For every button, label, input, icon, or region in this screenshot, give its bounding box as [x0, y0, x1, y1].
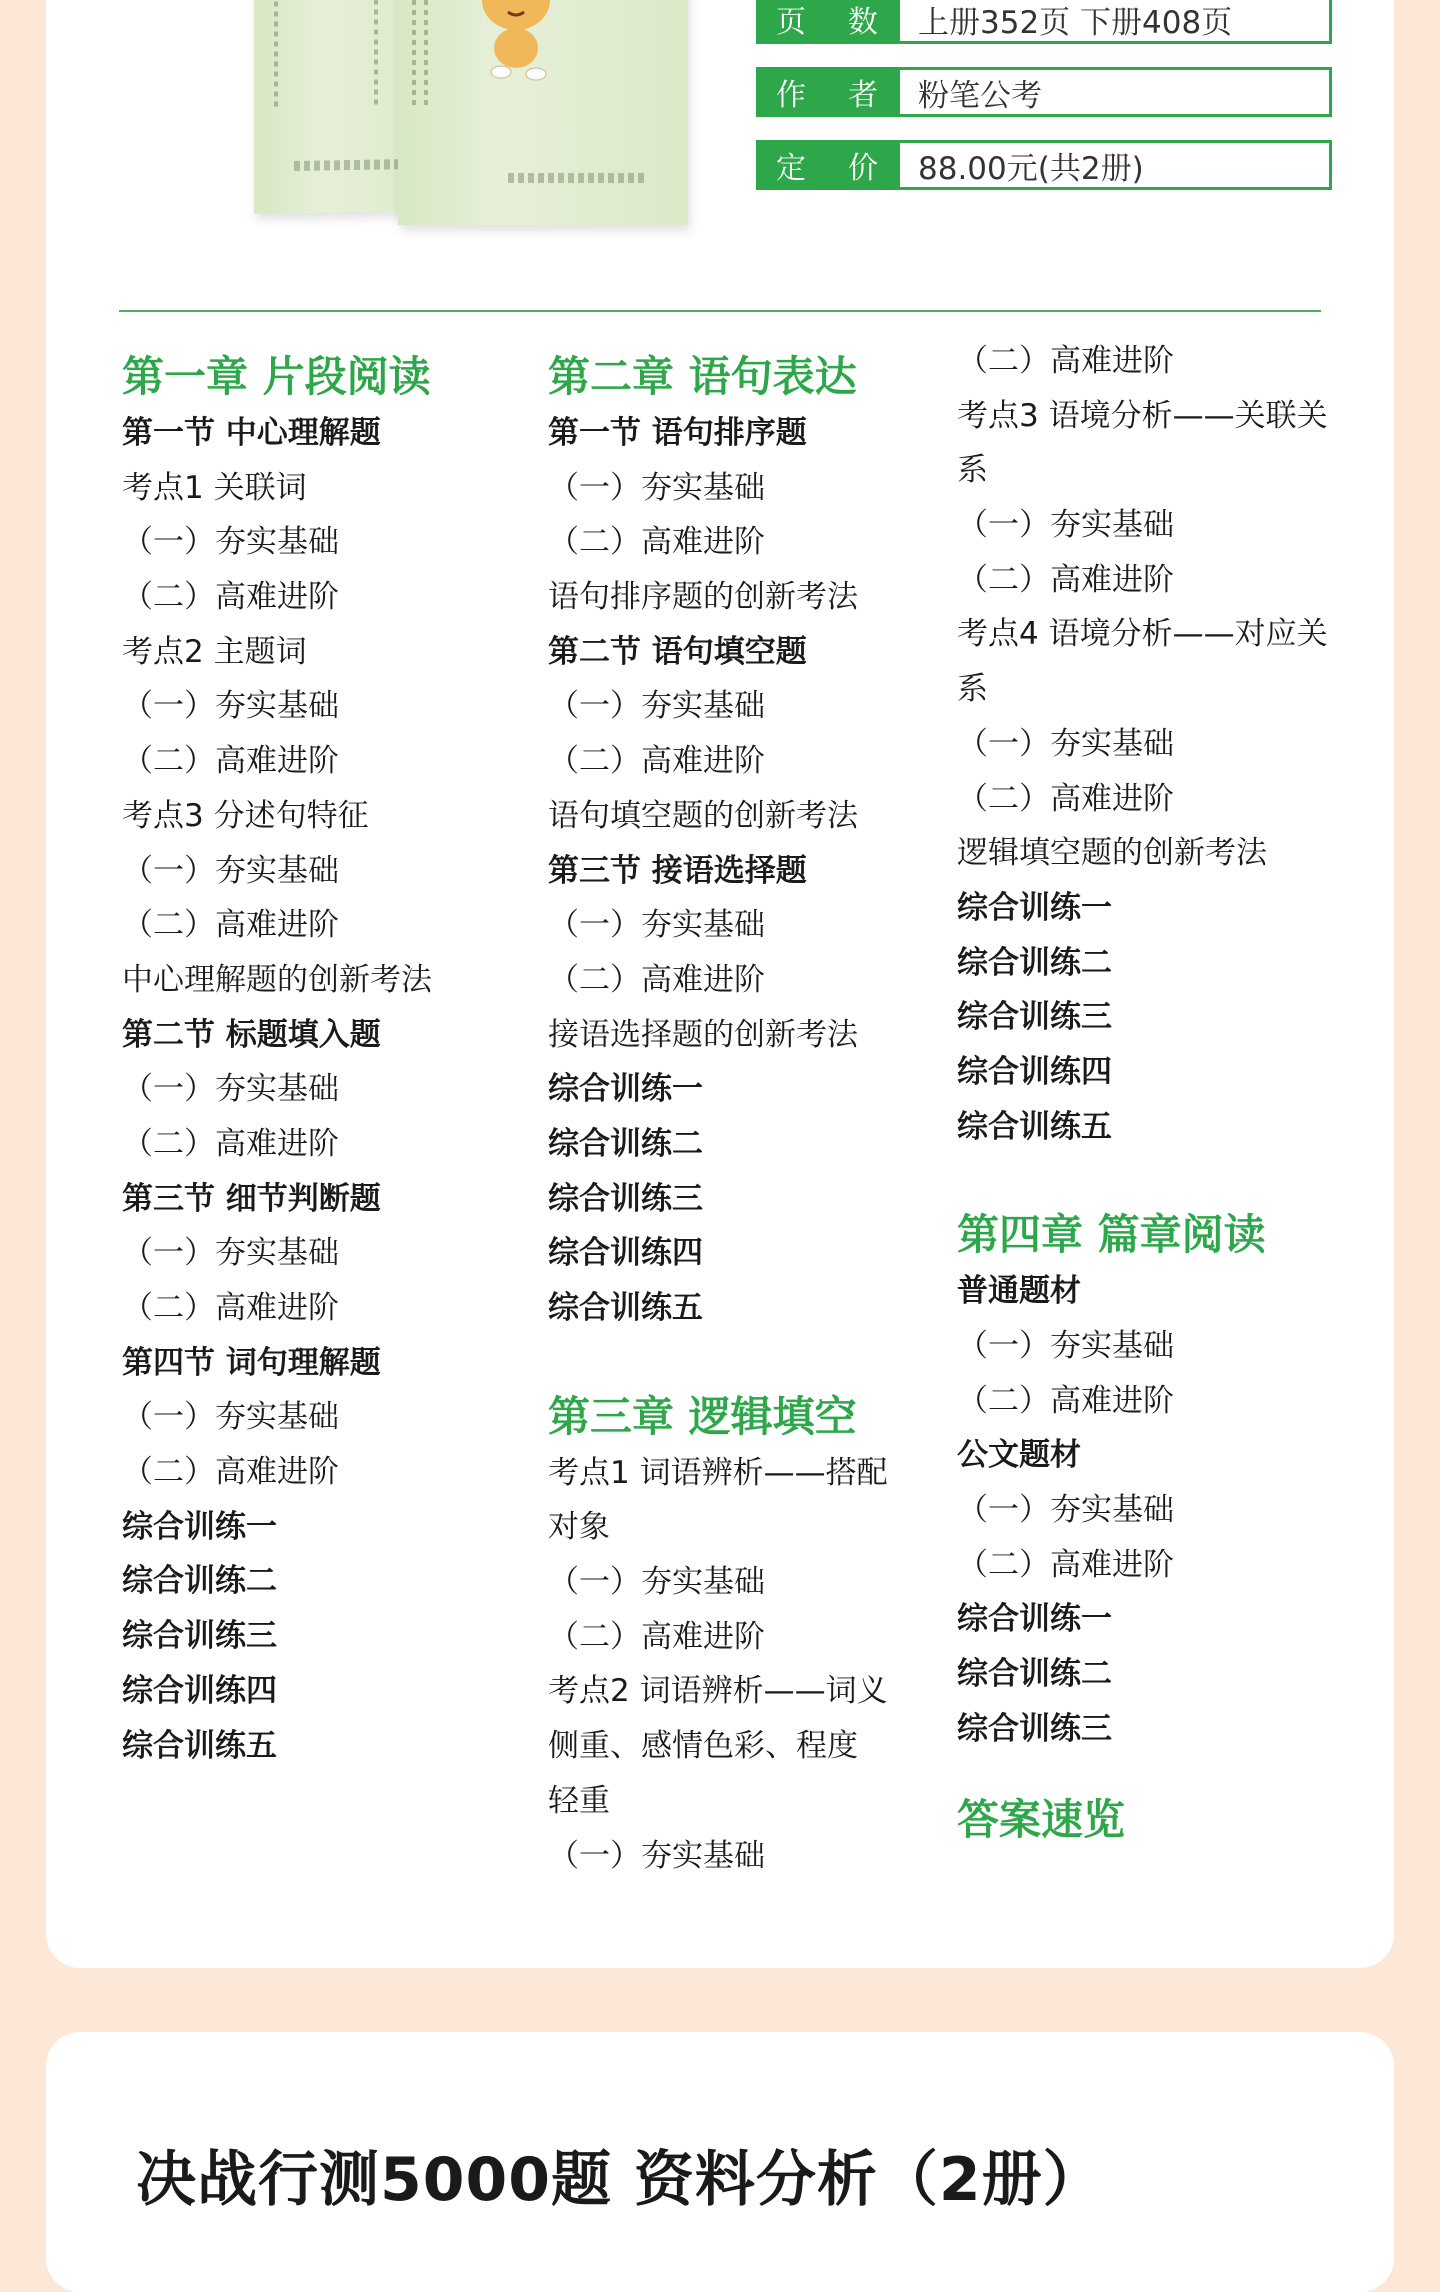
toc-item: 综合训练二: [548, 1125, 703, 1162]
toc-item: （二）高难进阶: [957, 780, 1174, 817]
spec-label-char: 页: [776, 5, 806, 40]
toc-item: （一）夯实基础: [957, 725, 1174, 762]
toc-item: 综合训练三: [957, 1710, 1112, 1747]
spec-label-char: 作: [776, 78, 806, 113]
mascot-illustration: [416, 0, 646, 90]
toc-card: [46, 0, 1394, 1968]
toc-item: 第一节 中心理解题: [122, 415, 381, 451]
toc-item: （二）高难进阶: [122, 579, 339, 616]
toc-item: 综合训练一: [957, 1601, 1112, 1638]
spec-row-author: [756, 67, 1332, 117]
spec-row-price: [756, 140, 1332, 190]
toc-item: 第二节 标题填入题: [122, 1016, 381, 1053]
toc-item: （二）高难进阶: [548, 1618, 765, 1655]
toc-item: （二）高难进阶: [548, 524, 765, 561]
toc-item: （一）夯实基础: [957, 507, 1174, 544]
toc-item: 中心理解题的创新考法: [122, 961, 432, 998]
toc-item: （一）夯实基础: [548, 688, 765, 725]
toc-item: 综合训练一: [122, 1508, 277, 1545]
book-spec-table: [756, 0, 1332, 213]
toc-item: 考点1 关联词: [122, 469, 307, 506]
toc-item: 逻辑填空题的创新考法: [957, 835, 1267, 872]
toc-item: 对象: [548, 1509, 610, 1546]
toc-list: [122, 406, 542, 1773]
toc-item: （一）夯实基础: [548, 469, 765, 506]
toc-item: 语句排序题的创新考法: [548, 579, 858, 616]
book-cover-image: [246, 0, 706, 225]
toc-item: 普通题材: [957, 1273, 1081, 1310]
toc-item: （一）夯实基础: [548, 1564, 765, 1601]
toc-list: [957, 1264, 1377, 1756]
toc-item: 综合训练二: [957, 1656, 1112, 1693]
toc-item: （二）高难进阶: [957, 1382, 1174, 1419]
toc-item: （一）夯实基础: [122, 1071, 339, 1108]
spec-label-char: 价: [848, 151, 878, 186]
next-product-card: [46, 2032, 1394, 2292]
toc-item: （二）高难进阶: [122, 907, 339, 944]
toc-column-3: [957, 334, 1377, 1849]
toc-item: （一）夯实基础: [122, 852, 339, 889]
toc-item: 侧重、感情色彩、程度: [548, 1728, 858, 1765]
toc-item: 第四节 词句理解题: [122, 1344, 381, 1381]
toc-item: 综合训练一: [957, 889, 1112, 926]
toc-item: 系: [957, 452, 988, 489]
toc-item: （二）高难进阶: [957, 561, 1174, 598]
spec-label-char: 者: [848, 78, 878, 113]
chapter-heading: 第四章 篇章阅读: [957, 1210, 1266, 1260]
toc-item: （二）高难进阶: [957, 343, 1174, 379]
toc-item: （二）高难进阶: [957, 1546, 1174, 1583]
toc-item: 考点3 分述句特征: [122, 797, 369, 834]
toc-item: 综合训练四: [122, 1672, 277, 1709]
toc-item: 综合训练二: [122, 1563, 277, 1600]
spec-row-pages: [756, 0, 1332, 44]
toc-item: （一）夯实基础: [957, 1328, 1174, 1364]
toc-item: （二）高难进阶: [122, 1125, 339, 1162]
spec-label-char: 数: [848, 5, 878, 40]
toc-item: 综合训练三: [957, 999, 1112, 1036]
toc-item: （二）高难进阶: [122, 1290, 339, 1326]
toc-item: 系: [957, 671, 988, 708]
toc-item: 综合训练一: [548, 1071, 703, 1108]
toc-item: （一）夯实基础: [122, 1235, 339, 1272]
spec-label: [756, 0, 900, 44]
toc-item: 轻重: [548, 1782, 610, 1819]
toc-item: （二）高难进阶: [548, 961, 765, 998]
toc-list: [957, 334, 1377, 1154]
toc-list: [548, 406, 948, 1336]
toc-item: （一）夯实基础: [122, 524, 339, 561]
toc-item: 考点3 语境分析——关联关: [957, 397, 1328, 434]
toc-column-2: [548, 348, 948, 1883]
toc-item: 接语选择题的创新考法: [548, 1016, 858, 1053]
toc-item: （二）高难进阶: [548, 743, 765, 780]
toc-item: （一）夯实基础: [548, 907, 765, 944]
toc-item: （二）高难进阶: [122, 1454, 339, 1491]
spec-value: 上册352页 下册408页: [900, 0, 1332, 44]
toc-item: 考点1 词语辨析——搭配: [548, 1454, 888, 1491]
toc-item: （一）夯实基础: [122, 688, 339, 725]
toc-item: 语句填空题的创新考法: [548, 797, 858, 834]
toc-item: （二）高难进阶: [122, 743, 339, 780]
toc-item: 综合训练四: [957, 1053, 1112, 1090]
toc-item: 第一节 语句排序题: [548, 415, 807, 451]
chapter-heading: 第二章 语句表达: [548, 352, 857, 401]
toc-item: 第二节 语句填空题: [548, 633, 807, 670]
toc-item: 考点4 语境分析——对应关: [957, 616, 1328, 653]
toc-item: 综合训练三: [122, 1618, 277, 1655]
toc-item: （一）夯实基础: [122, 1399, 339, 1436]
toc-item: 综合训练五: [957, 1108, 1112, 1145]
toc-item: 第三节 接语选择题: [548, 852, 807, 889]
spec-label-char: 定: [776, 151, 806, 186]
chapter-heading: 第一章 片段阅读: [122, 352, 431, 401]
toc-item: 公文题材: [957, 1437, 1081, 1474]
toc-list: [548, 1446, 948, 1884]
chapter-heading: 第三章 逻辑填空: [548, 1391, 857, 1441]
toc-column-1: [122, 348, 542, 1773]
section-divider: [119, 310, 1321, 312]
toc-item: 综合训练二: [957, 944, 1112, 981]
toc-item: 综合训练三: [548, 1180, 703, 1217]
toc-item: （一）夯实基础: [957, 1492, 1174, 1529]
toc-item: 考点2 主题词: [122, 633, 307, 670]
spec-label: [756, 67, 900, 117]
spec-value: 粉笔公考: [900, 67, 1332, 117]
toc-item: 综合训练五: [548, 1290, 703, 1326]
product-title: 决战行测5000题 资料分析（2册）: [136, 2145, 1104, 2215]
toc-item: 综合训练四: [548, 1235, 703, 1272]
chapter-heading: 答案速览: [957, 1794, 1126, 1844]
toc-item: 综合训练五: [122, 1727, 277, 1764]
toc-item: 第三节 细节判断题: [122, 1180, 381, 1217]
spec-value: 88.00元(共2册): [900, 140, 1332, 190]
toc-item: （一）夯实基础: [548, 1837, 765, 1874]
toc-item: 考点2 词语辨析——词义: [548, 1673, 888, 1710]
spec-label: [756, 140, 900, 190]
